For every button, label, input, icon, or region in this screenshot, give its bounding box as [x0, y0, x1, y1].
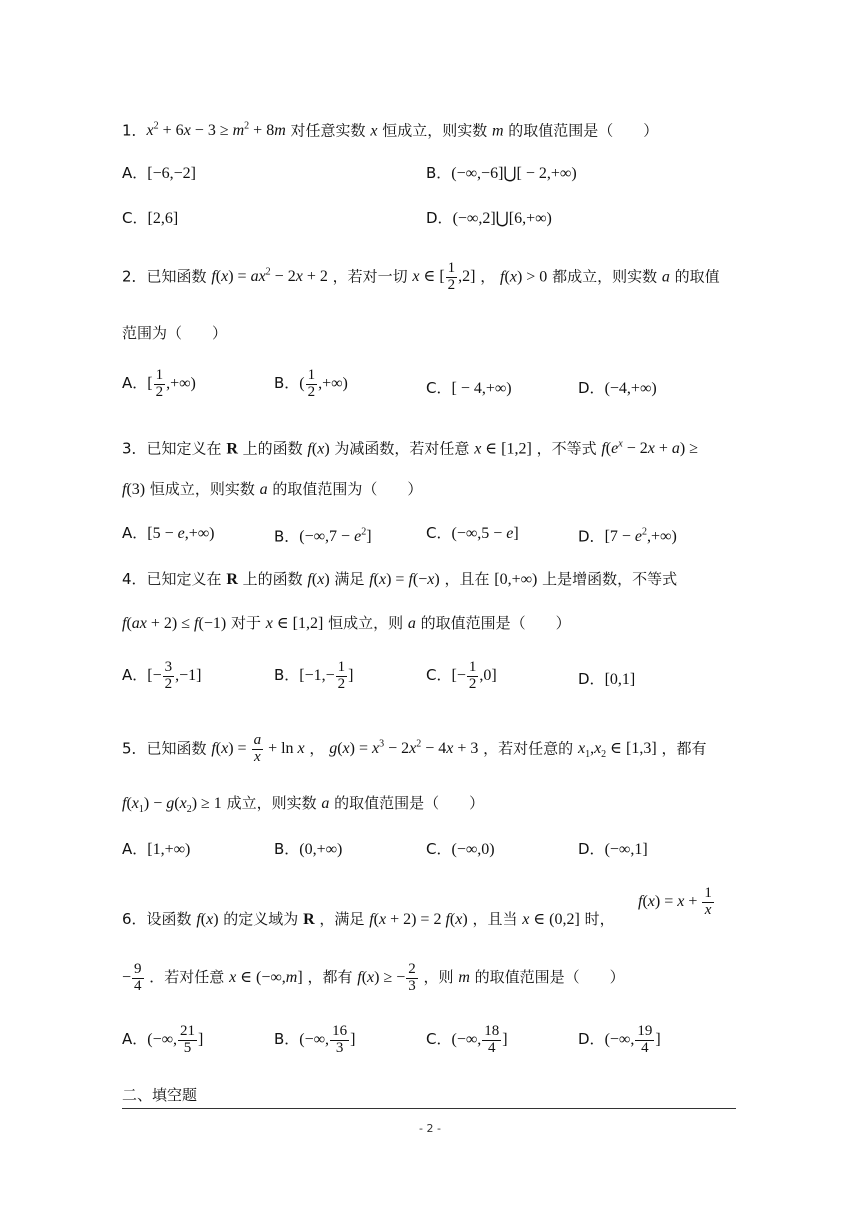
- question-6-fx-formula: f(x) = x + $\frac{1}{x}$: [638, 885, 712, 918]
- question-5-option-a: A．[1,+∞): [122, 840, 191, 858]
- question-1-option-b: B．(−∞,−6]⋃[ − 2,+∞): [426, 164, 577, 182]
- question-1-stem: 1．$x^2 + 6x - 3 \ge m^2 + 8m$ 对任意实数 x 恒成立，则实数 m 的取值范围是（ ）: [122, 121, 659, 140]
- question-3-stem-line1: 3．已知定义在 R 上的函数 f(x) 为减函数，若对任意 x ∈ [1,2] ，不等式 $f(e^x - 2x + a)$ ≥: [122, 439, 698, 458]
- question-2-stem-line1: 2．已知函数 $f(x) = ax^2 - 2x + 2$ ，若对一切 x ∈ [ $\frac{1}{2}$ ,2] ， f(x) > 0 都成立，则实数 a 的取值: [122, 260, 720, 294]
- question-3-option-c: C．(−∞,5 − e]: [426, 524, 519, 542]
- section-divider: [122, 1108, 736, 1109]
- question-4-stem-line2: f(ax + 2) ≤ f(−1) 对于 x ∈ [1,2] 恒成立，则 a 的取值范围是（ ）: [122, 614, 571, 632]
- question-3-option-a: A．[5 − e,+∞): [122, 524, 215, 542]
- question-6-stem-line1: 6．设函数 f(x) 的定义域为 R ，满足 f(x + 2) = 2 f(x) ，且当 x ∈ (0,2] 时，: [122, 910, 615, 928]
- question-5-option-b: B．(0,+∞): [274, 840, 343, 858]
- question-4-option-d: D．[0,1]: [578, 670, 636, 688]
- question-2-option-b: B．( $\frac{1}{2}$ ,+∞): [274, 367, 348, 400]
- question-6-option-b: B．(−∞, $\frac{16}{3}$ ]: [274, 1023, 356, 1056]
- question-3-stem-line2: f(3) 恒成立，则实数 a 的取值范围为（ ）: [122, 480, 423, 498]
- question-4-option-a: A．[− $\frac{3}{2}$ ,−1]: [122, 659, 202, 692]
- question-1-option-a: A．[−6,−2]: [122, 164, 196, 182]
- question-1-option-d: D．(−∞,2]⋃[6,+∞): [426, 209, 552, 227]
- question-5-option-c: C．(−∞,0): [426, 840, 495, 858]
- question-6-option-a: A．(−∞, $\frac{21}{5}$ ]: [122, 1023, 204, 1056]
- question-4-option-c: C．[− $\frac{1}{2}$ ,0]: [426, 659, 497, 692]
- question-5-option-d: D．(−∞,1]: [578, 840, 648, 858]
- question-2-stem-line2: 范围为（ ）: [122, 324, 228, 342]
- question-2-option-d: D．(−4,+∞): [578, 379, 657, 397]
- question-2-option-c: C．[ − 4,+∞): [426, 379, 512, 397]
- question-4-option-b: B．[−1,− $\frac{1}{2}$ ]: [274, 659, 354, 692]
- question-4-stem-line1: 4．已知定义在 R 上的函数 f(x) 满足 f(x) = f(−x) ，且在 [0,+∞) 上是增函数，不等式: [122, 570, 678, 588]
- page-number: - 2 -: [419, 1122, 441, 1135]
- section-title: 二、填空题: [122, 1086, 198, 1104]
- question-5-stem-line1: 5．已知函数 f(x) = $\frac{a}{x}$ + ln x ， $g(x) = x^3 - 2x^2 - 4x + 3$ ，若对任意的 $x_1,x_2$ ∈ [1,3] ，都有: [122, 732, 707, 766]
- question-1-option-c: C．[2,6]: [122, 209, 179, 227]
- question-6-option-d: D．(−∞, $\frac{19}{4}$ ]: [578, 1023, 661, 1056]
- question-3-option-d: D．$[7 - e^2,+\infty)$: [578, 527, 677, 546]
- question-5-stem-line2: $f(x_1) - g(x_2) \ge 1$ 成立，则实数 a 的取值范围是（ ）: [122, 794, 485, 816]
- question-3-option-b: B．$(-\infty,7 - e^2]$: [274, 527, 372, 546]
- question-6-stem-line2: − $\frac{9}{4}$ ．若对任意 x ∈ (−∞,m] ，都有 f(x) ≥ − $\frac{2}{3}$ ，则 m 的取值范围是（ ）: [122, 961, 625, 994]
- question-6-option-c: C．(−∞, $\frac{18}{4}$ ]: [426, 1023, 508, 1056]
- question-2-option-a: A．[ $\frac{1}{2}$ ,+∞): [122, 367, 196, 400]
